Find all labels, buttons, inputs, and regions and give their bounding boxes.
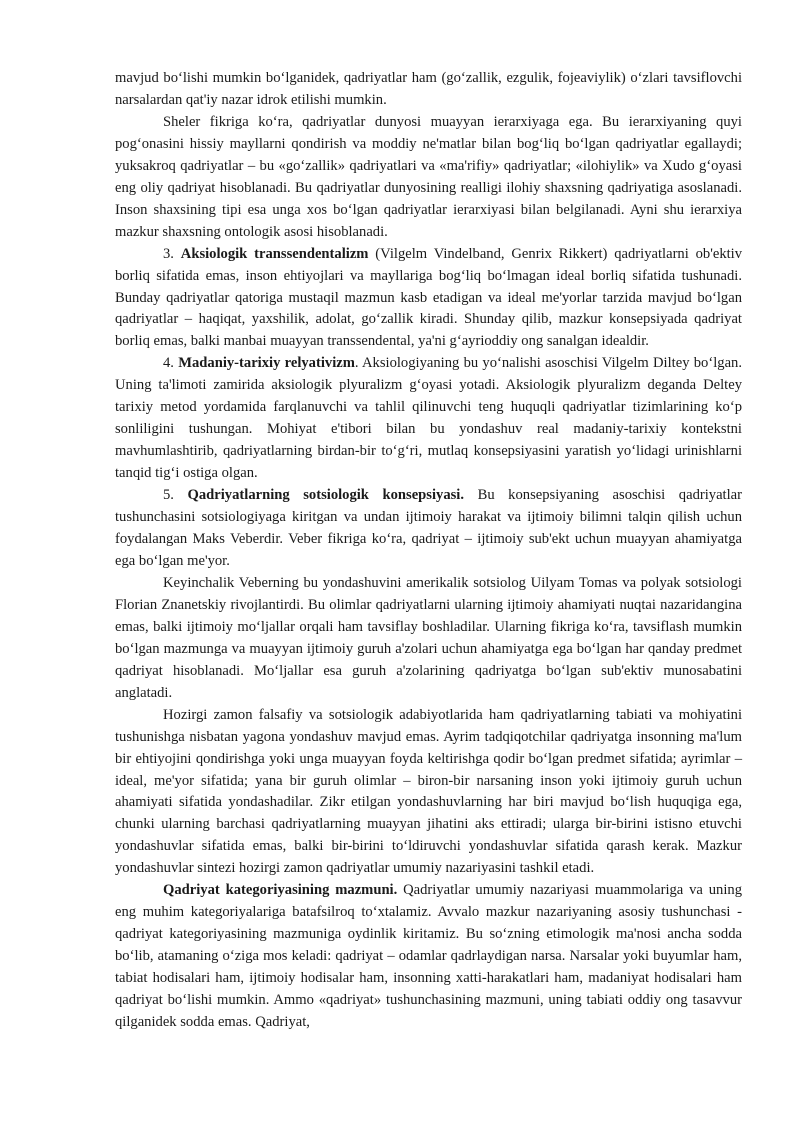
paragraph-text: Keyinchalik Veberning bu yondashuvini amerikalik sotsiolog Uilyam Tomas va polyak sotsiologi Florian Znanetskiy rivojlantirdi. Bu olimlar qadriyatlarni ularning ijtimoiy ahamiyati nuqtai nazaridangina emas, balki ijtimoiy moʻljallar orqali ham tavsiflay boshladilar. Ularning fikriga koʻra, tavsiflash mumkin boʻlgan mazmunga va muayyan ijtimoiy guruh a'zolari uchun ahamiyatga ega boʻlgan har qanday predmet qadriyat hisoblanadi. Moʻljallar esa guruh a'zolarining qadriyatga boʻlgan sub'ektiv munosabatini anglatadi. [115, 574, 742, 701]
list-number: 4. [163, 355, 179, 372]
paragraph-thomas-znaniecki [115, 573, 742, 705]
list-number: 3. [163, 245, 181, 262]
section-heading: Qadriyat kategoriyasining mazmuni. [163, 882, 398, 899]
section-heading: Qadriyatlarning sotsiologik konsepsiyasi. [187, 487, 465, 504]
list-number: 5. [163, 487, 188, 504]
paragraph-text: Sheler fikriga koʻra, qadriyatlar dunyosi muayyan ierarxiyaga ega. Bu ierarxiyaning quyi pogʻonasini hissiy mayllarni qondirish va moddiy ne'matlar bilan bogʻliq boʻlgan qadriyatlar egallaydi; yuksakroq qadriyatlar – bu «goʻzallik» qadriyatlari va «ma'rifiy» qadriyatlar; «ilohiylik» va Xudo gʻoyasi eng oliy qadriyat hisoblanadi. Bu qadriyatlar dunyosining realligi ilohiy shaxsning qadriyatiga asoslanadi. Inson shaxsining tipi esa unga xos boʻlgan qadriyatlar ierarxiyasi bilan belgilanadi. Ayni shu ierarxiya mazkur shaxsning ontologik asosi hisoblanadi. [115, 113, 742, 240]
document-page [115, 68, 742, 1034]
paragraph-text: mavjud boʻlishi mumkin boʻlganidek, qadriyatlar ham (goʻzallik, ezgulik, fojeaviylik) oʻzlari tavsiflovchi narsalardan qat'iy nazar idrok etilishi mumkin. [115, 70, 742, 108]
paragraph-modern-approaches [115, 705, 742, 881]
paragraph-text: Qadriyatlar umumiy nazariyasi muammolariga va uning eng muhim kategoriyalariga batafsilroq toʻxtalamiz. Avvalo mazkur nazariyaning asosiy tushunchasi - qadriyat kategoriyasining mazmuniga oydinlik kiritamiz. Bu soʻzning etimologik ma'nosi ancha sodda boʻlib, atamaning oʻziga mos keladi: qadriyat – odamlar qadrlaydigan narsa. Narsalar yoki buyumlar ham, tabiat hodisalari ham, ijtimoiy hodisalar ham, insonning xatti-harakatlari ham, madaniyat hodisalari ham qadriyat boʻlishi mumkin. Ammo «qadriyat» tushunchasining mazmuni, uning tabiati oddiy ong tasavvur qilganidek sodda emas. Qadriyat, [115, 882, 742, 1030]
paragraph-value-category-content [115, 880, 742, 1034]
section-heading: Aksiologik transsendentalizm [180, 245, 369, 262]
paragraph-scheler-hierarchy [115, 112, 742, 244]
section-heading: Madaniy-tarixiy relyativizm [178, 355, 355, 372]
paragraph-text: (Vilgelm Vindelband, Genrix Rikkert) qadriyatlarni ob'ektiv borliq sifatida emas, inson ehtiyojlari va mayllariga bogʻliq boʻlmagan ideal borliq sifatida tushunadi. Bunday qadriyatlar qatoriga mustaqil mazmun kasb etadigan va ideal me'yorlar tarzida mavjud boʻlgan qadriyatlar – haqiqat, yaxshilik, adolat, goʻzallik kiradi. Shunday qilib, mazkur konsepsiyada qadriyat borliq emas, balki manbai muayyan transsendental, ya'ni gʻayrioddiy ong sanalgan idealdir. [115, 245, 743, 350]
paragraph-text: Bu konsepsiyaning asoschisi qadriyatlar tushunchasini sotsiologiyaga kiritgan va undan ijtimoiy harakat va ijtimoiy bilimni talqin qilish uchun foydalangan Maks Veberdir. Veber fikriga koʻra, qadriyat – ijtimoiy sub'ekt uchun muayyan ahamiyatga ega boʻlgan me'yor. [115, 487, 743, 569]
paragraph-continuation [115, 68, 742, 112]
paragraph-text: . Aksiologiyaning bu yoʻnalishi asoschisi Vilgelm Diltey boʻlgan. Uning ta'limoti zamirida aksiologik plyuralizm gʻoyasi yotadi. Aksiologik plyuralizm deganda Deltey tarixiy metod yordamida farqlanuvchi va tahlil qilinuvchi teng huquqli qadriyatlar tizimlarining koʻp sonliligini tushungan. Mohiyat e'tibori bilan bu yondashuv real madaniy-tarixiy kontekstni mavhumlashtirib, qadriyatlarning birdan-bir toʻgʻri, mutlaq konsepsiyasini yaratish yoʻlidagi urinishlarni tanqid tigʻi ostiga olgan. [115, 355, 742, 482]
paragraph-text: Hozirgi zamon falsafiy va sotsiologik adabiyotlarida ham qadriyatlarning tabiati va mohiyatini tushunishga nisbatan yagona yondashuv mavjud emas. Ayrim tadqiqotchilar qadriyatga insonning ma'lum bir ehtiyojini qondirishga yoki unga muayyan foyda keltirishga qodir boʻlgan predmet sifatida; ayrimlar – ideal, me'yor sifatida; yana bir guruh olimlar – biron-bir narsaning inson yoki ijtimoiy guruh uchun ahamiyati sifatida yondashadilar. Zikr etilgan yondashuvlarning har biri mavjud boʻlish huquqiga ega, chunki ularning barchasi qadriyatlarning muayyan jihatini aks ettiradi; ularga bir-birini istisno etuvchi yondashuvlar sifatida emas, balki bir-birini toʻldiruvchi yondashuvlar sifatida qarash kerak. Mazkur yondashuvlar sintezi hozirgi zamon qadriyatlar umumiy nazariyasini tashkil etadi. [115, 706, 742, 877]
paragraph-sociological-concept [115, 485, 742, 573]
paragraph-axiological-transcendentalism [115, 244, 742, 354]
paragraph-cultural-historical-relativism [115, 353, 742, 485]
